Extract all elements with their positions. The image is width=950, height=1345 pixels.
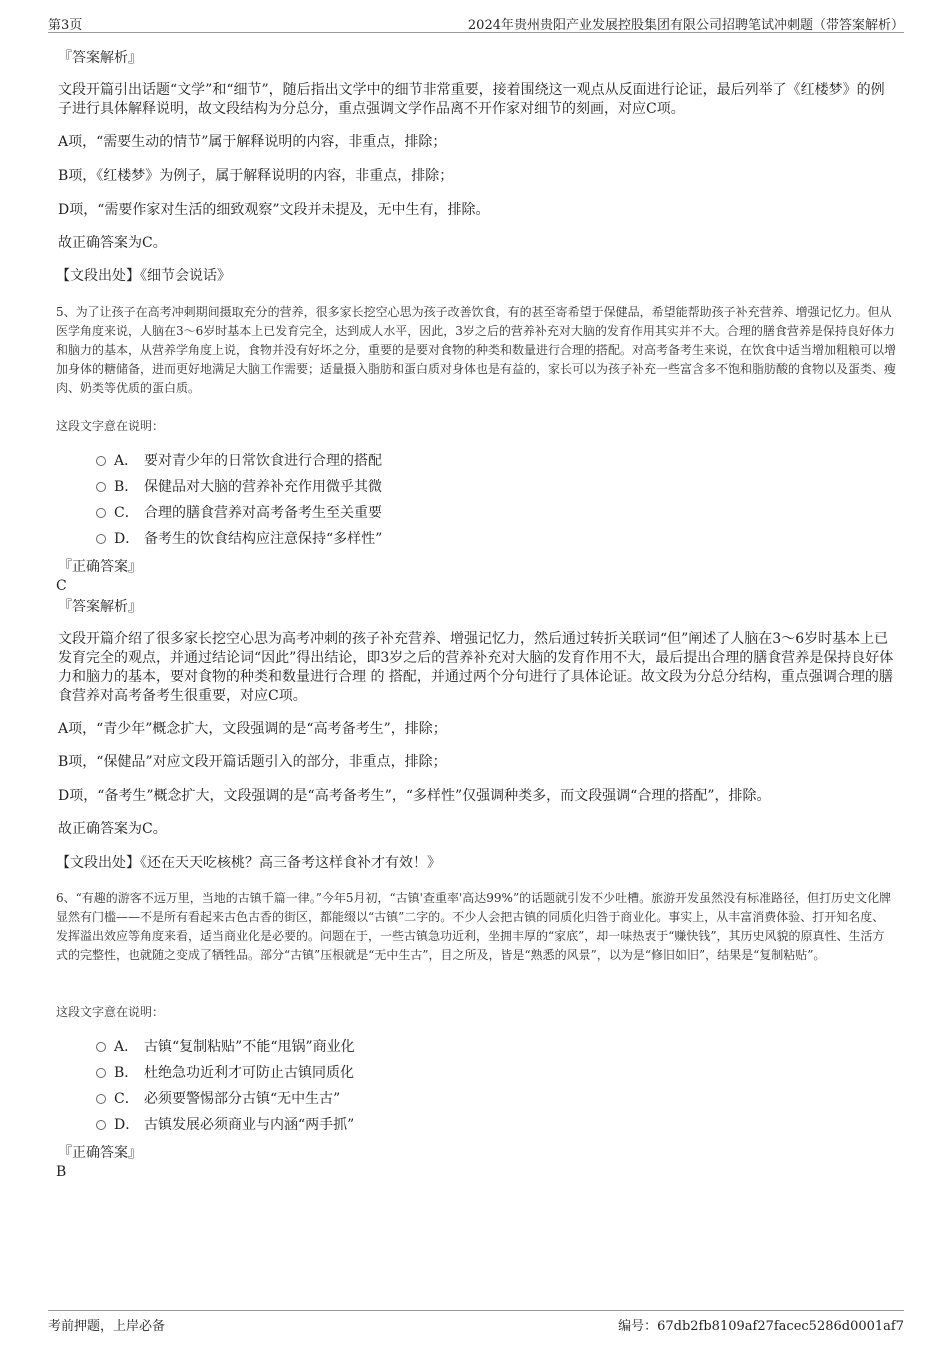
q5-conclusion: 故正确答案为C。 (58, 821, 167, 837)
document-title: 2024年贵州贵阳产业发展控股集团有限公司招聘笔试冲刺题（带答案解析） (467, 18, 904, 33)
page-number: 第3页 (48, 18, 83, 33)
q4-analysis-d: D项，“需要作家对生活的细致观察”文段并未提及，无中生有，排除。 (58, 202, 490, 218)
radio-icon[interactable] (96, 534, 106, 544)
radio-icon[interactable] (96, 1094, 106, 1104)
q4-analysis: 文段开篇引出话题“文学”和“细节”，随后指出文学中的细节非常重要，接着围绕这一观点从反面进行论证，最后列举了《红楼梦》的例子进行具体解释说明，故文段结构为分总分，重点强调文学作品离不开作家对细节的刻画，对应C项。 (58, 82, 885, 117)
q4-source: 【文段出处】《细节会说话》 (56, 268, 231, 284)
q6-option-a[interactable]: A． 古镇“复制粘贴”不能“甩锅”商业化 (96, 1037, 355, 1057)
radio-icon[interactable] (96, 1042, 106, 1052)
radio-icon[interactable] (96, 1120, 106, 1130)
q6-answer-label: 『正确答案』 (58, 1145, 142, 1161)
q5-option-b[interactable]: B． 保健品对大脑的营养补充作用微乎其微 (96, 477, 382, 497)
q5-analysis-label: 『答案解析』 (58, 599, 142, 615)
q5-prompt: 这段文字意在说明： (56, 419, 165, 433)
q5-option-c[interactable]: C． 合理的膳食营养对高考备考生至关重要 (96, 503, 382, 523)
q6-option-c[interactable]: C． 必须要警惕部分古镇“无中生古” (96, 1089, 340, 1109)
q6-option-d[interactable]: D． 古镇发展必须商业与内涵“两手抓” (96, 1115, 354, 1135)
q5-analysis: 文段开篇介绍了很多家长挖空心思为高考冲刺的孩子补充营养、增强记忆力，然后通过转折关联词“但”阐述了人脑在3～6岁时基本上已发育完全的观点，并通过结论词“因此”得出结论，即3岁之后的营养补充对大脑的发育作用不大，最后提出合理的膳食营养是保持良好体力和脑力的基本，要对食物的种类和数量进行合理 的 搭配，并通过两个分句进行了具体论证。故文段为分总分结构，重点强调合理的膳食营养对高考备考生很重要，对应C项。 (58, 631, 894, 704)
page-header (48, 14, 904, 33)
radio-icon[interactable] (96, 1068, 106, 1078)
q4-analysis-label: 『答案解析』 (58, 50, 142, 66)
q5-analysis-d: D项，“备考生”概念扩大，文段强调的是“高考备考生”，“多样性”仅强调种类多，而文段强调“合理的搭配”，排除。 (58, 788, 771, 804)
q5-option-a[interactable]: A． 要对青少年的日常饮食进行合理的搭配 (96, 451, 382, 471)
q6-answer: B (56, 1164, 67, 1180)
document-id: 编号：67db2fb8109af27facec5286d0001af7 (618, 1319, 904, 1334)
footer-slogan: 考前押题，上岸必备 (48, 1319, 166, 1334)
q5-question-text: 5、为了让孩子在高考冲刺期间摄取充分的营养，很多家长挖空心思为孩子改善饮食，有的甚至寄希望于保健品，希望能帮助孩子补充营养、增强记忆力。但从医学角度来说，人脑在3～6岁时基本上已发育完全，达到成人水平，因此，3岁之后的营养补充对大脑的发育作用其实并不大。合理的膳食营养是保持良好体力和脑力的基本，从营养学角度上说，食物并没有好坏之分，重要的是要对食物的种类和数量进行合理的搭配。对高考备考生来说，在饮食中适当增加粗粮可以增加身体的糖储备，进而更好地满足大脑工作需要；适量摄入脂肪和蛋白质对身体也是有益的，家长可以为孩子补充一些富含多不饱和脂肪酸的食物以及蛋类、瘦肉、奶类等优质的蛋白质。 (56, 305, 897, 395)
q4-analysis-a: A项，“需要生动的情节”属于解释说明的内容，非重点，排除； (58, 134, 447, 150)
q5-answer: C (56, 578, 67, 594)
radio-icon[interactable] (96, 456, 106, 466)
q5-answer-label: 『正确答案』 (58, 559, 142, 575)
radio-icon[interactable] (96, 508, 106, 518)
q5-option-d[interactable]: D． 备考生的饮食结构应注意保持“多样性” (96, 529, 382, 549)
q4-analysis-b: B项，《红楼梦》为例子，属于解释说明的内容，非重点，排除； (58, 168, 454, 184)
radio-icon[interactable] (96, 482, 106, 492)
q6-prompt: 这段文字意在说明： (56, 1005, 165, 1019)
q5-analysis-a: A项，“青少年”概念扩大，文段强调的是“高考备考生”，排除； (58, 721, 447, 737)
q5-analysis-b: B项，“保健品”对应文段开篇话题引入的部分，非重点，排除； (58, 754, 447, 770)
q5-source: 【文段出处】《还在天天吃核桃？高三备考这样食补才有效！》 (56, 855, 441, 871)
q4-conclusion: 故正确答案为C。 (58, 235, 167, 251)
q6-question-text: 6、“有趣的游客不远万里，当地的古镇千篇一律。”今年5月初，“古镇'查重率'高达99%”的话题就引发不少吐槽。旅游开发虽然没有标准路径，但打历史文化牌显然有门槛——不是所有看起来古色古香的街区，都能缀以“古镇”二字的。不少人会把古镇的同质化归咎于商业化。事实上，从丰富消费体验、打开知名度、发挥溢出效应等角度来看，适当商业化是必要的。问题在于，一些古镇急功近利，坐拥丰厚的“家底”，却一味热衷于“赚快钱”，其历史风貌的原真性、生活方式的完整性，也就随之变成了牺牲品。部分“古镇”压根就是“无中生古”，目之所及，皆是“熟悉的风景”，以为是“修旧如旧”，结果是“复制粘贴”。 (56, 891, 892, 962)
page-footer (48, 1310, 904, 1333)
q6-option-b[interactable]: B． 杜绝急功近利才可防止古镇同质化 (96, 1063, 354, 1083)
